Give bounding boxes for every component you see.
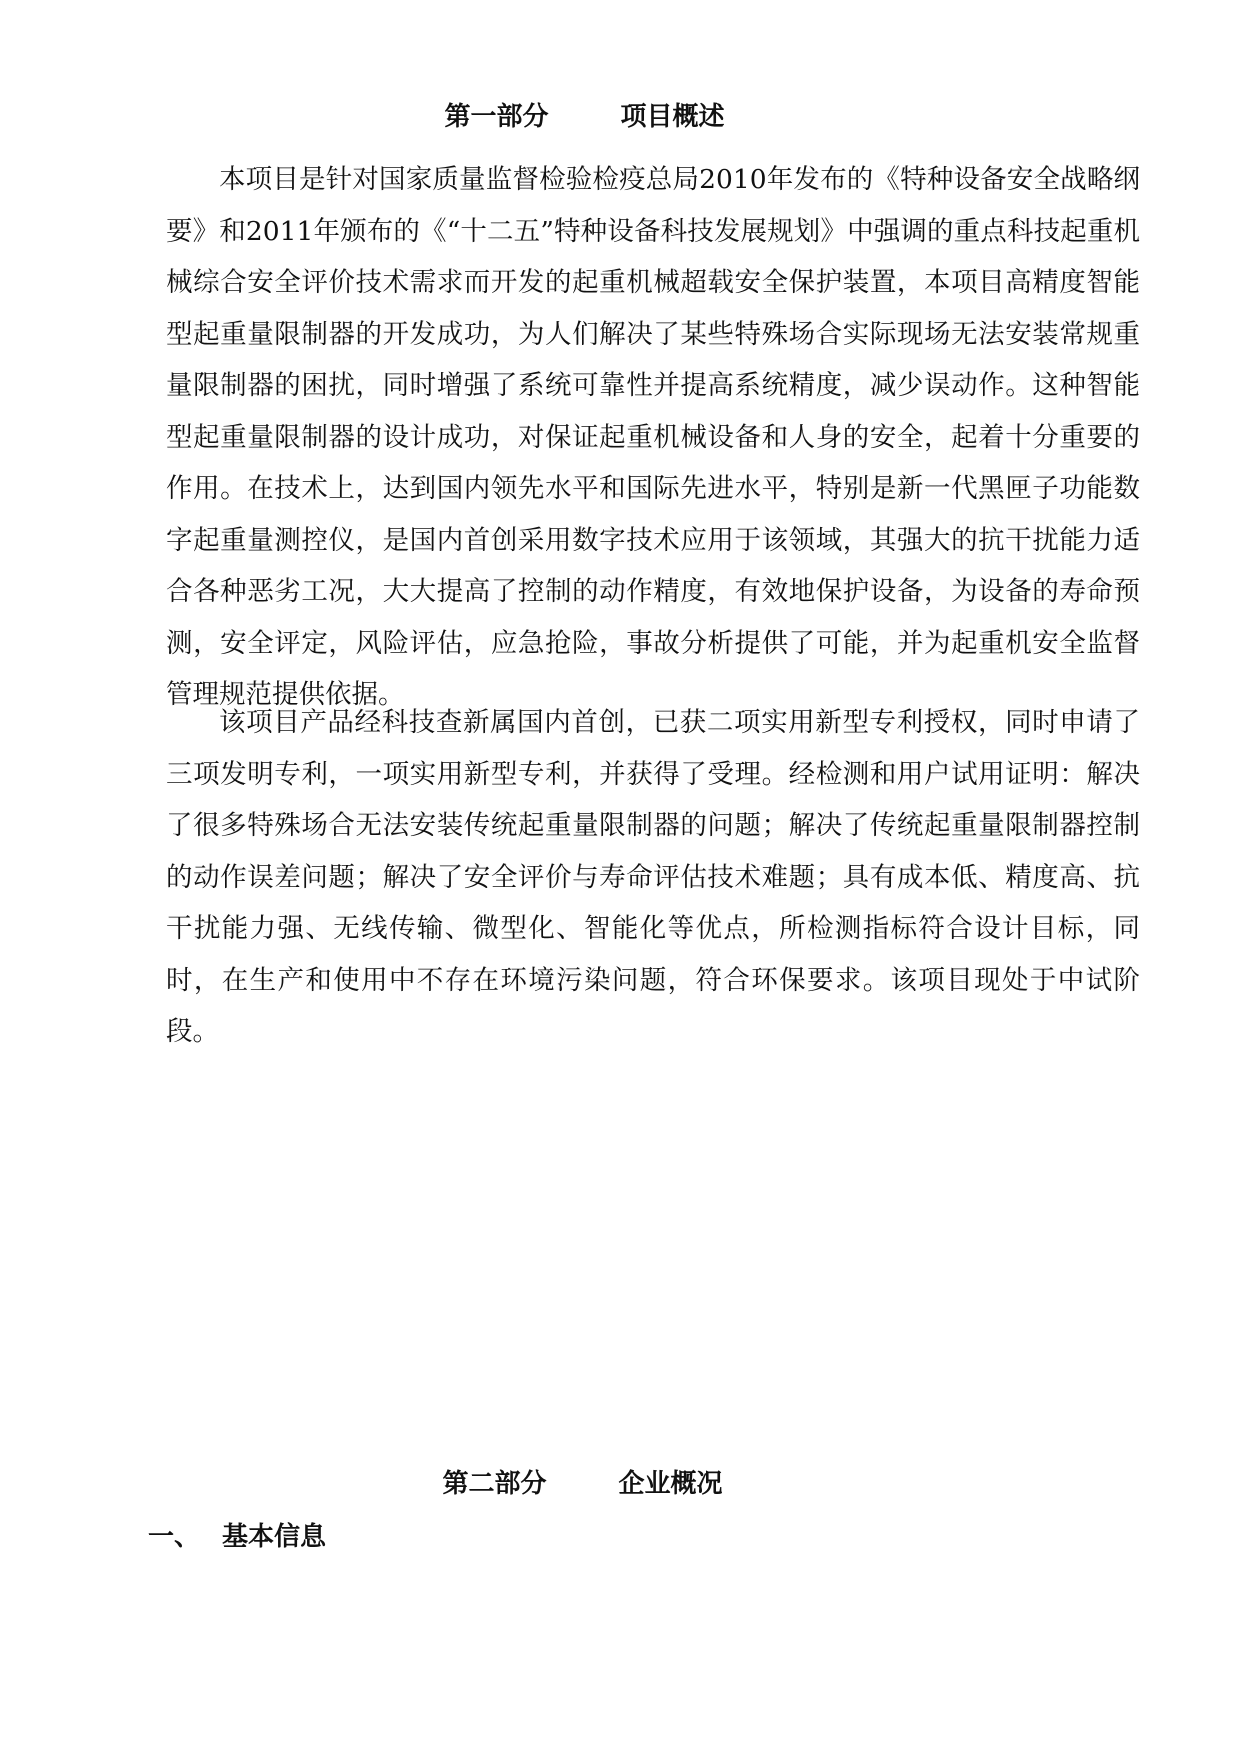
part-two-label: 第二部分 [442, 1469, 547, 1499]
part-one-title: 项目概述 [620, 102, 725, 132]
section-heading-basic-info [148, 1520, 326, 1554]
paragraph: 该项目产品经科技查新属国内首创，已获二项实用新型专利授权，同时申请了三项发明专利，一项实用新型专利，并获得了受理。经检测和用户试用证明：解决了很多特殊场合无法安装传统起重量限制器的问题；解决了传统起重量限制器控制的动作误差问题；解决了安全评价与寿命评估技术难题；具有成本低、精度高、抗干扰能力强、无线传输、微型化、智能化等优点，所检测指标符合设计目标，同时，在生产和使用中不存在环境污染问题，符合环保要求。该项目现处于中试阶段。 [166, 707, 1140, 1047]
section-number: 一、 [148, 1522, 201, 1552]
part-one-label: 第一部分 [444, 102, 549, 132]
part-one-heading [0, 100, 1205, 134]
paragraph: 本项目是针对国家质量监督检验检疫总局2010年发布的《特种设备安全战略纲要》和2011年颁布的《“十二五”特种设备科技发展规划》中强调的重点科技起重机械综合安全评价技术需求而开发的起重机械超载安全保护装置，本项目高精度智能型起重量限制器的开发成功，为人们解决了某些特殊场合实际现场无法安装常规重量限制器的困扰，同时增强了系统可靠性并提高系统精度，减少误动作。这种智能型起重量限制器的设计成功，对保证起重机械设备和人身的安全，起着十分重要的作用。在技术上，达到国内领先水平和国际先进水平，特别是新一代黑匣子功能数字起重量测控仪，是国内首创采用数字技术应用于该领域，其强大的抗干扰能力适合各种恶劣工况，大大提高了控制的动作精度，有效地保护设备，为设备的寿命预测，安全评定，风险评估，应急抢险，事故分析提供了可能，并为起重机安全监督管理规范提供依据。 [166, 164, 1140, 710]
part-two-heading [0, 1467, 1203, 1501]
part-two-title: 企业概况 [618, 1469, 723, 1499]
section-title: 基本信息 [222, 1522, 327, 1552]
